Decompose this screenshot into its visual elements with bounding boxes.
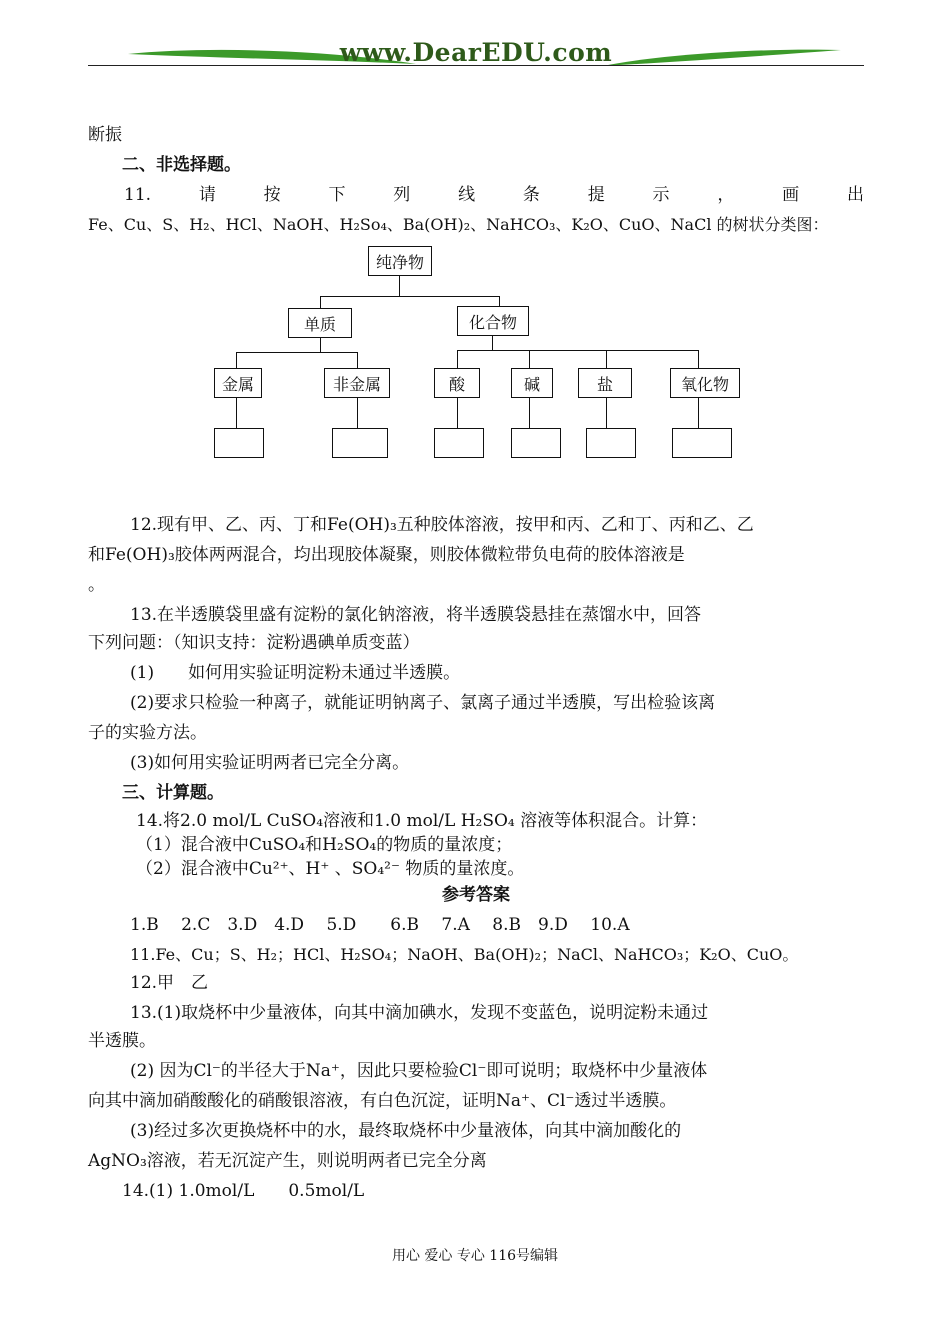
q11-word: 示 (652, 185, 670, 205)
q11-line (124, 184, 864, 206)
q11-word: 下 (328, 185, 346, 205)
tree-node-elements: 单质 (288, 308, 352, 338)
q11-word: 提 (587, 185, 605, 205)
tree-connector (529, 398, 530, 428)
q11-word: 画 (782, 185, 800, 205)
text-line: (2)要求只检验一种离子，就能证明钠离子、氯离子通过半透膜，写出检验该离 (130, 693, 716, 713)
text-line: 子的实验方法。 (88, 723, 207, 743)
tree-connector (529, 350, 530, 368)
answer-box (672, 428, 732, 458)
tree-connector (457, 398, 458, 428)
q11-word: 11. (124, 185, 152, 205)
tree-connector (236, 398, 237, 428)
tree-connector (236, 352, 237, 368)
q11-word: ， (717, 185, 735, 205)
text-line: 和Fe(OH)₃胶体两两混合，均出现胶体凝聚，则胶体微粒带负电荷的胶体溶液是 (88, 545, 685, 565)
q11-word: 列 (393, 185, 411, 205)
tree-leaf-oxide: 氧化物 (670, 368, 740, 398)
text-line: (3)如何用实验证明两者已完全分离。 (130, 753, 410, 773)
text-line: 12.现有甲、乙、丙、丁和Fe(OH)₃五种胶体溶液，按甲和丙、乙和丁、丙和乙、乙 (130, 515, 754, 535)
section-heading: 三、计算题。 (122, 783, 224, 803)
tree-connector (320, 338, 321, 352)
tree-leaf-base: 碱 (511, 368, 553, 398)
tree-connector (320, 296, 500, 297)
tree-connector (698, 398, 699, 428)
text-line: 。 (88, 575, 105, 595)
tree-leaf-salt: 盐 (578, 368, 632, 398)
tree-node-compounds: 化合物 (457, 306, 529, 336)
text-line: AgNO₃溶液，若无沉淀产生，则说明两者已完全分离 (88, 1151, 487, 1171)
tree-connector (357, 398, 358, 428)
text-line: 14.(1) 1.0mol/L 0.5mol/L (122, 1181, 365, 1201)
answer-title: 参考答案 (442, 885, 510, 905)
header-rule (88, 65, 864, 66)
tree-leaf-metal: 金属 (214, 368, 262, 398)
text-line: 12.甲 乙 (130, 973, 209, 993)
section-heading: 二、非选择题。 (122, 155, 241, 175)
tree-root: 纯净物 (368, 246, 432, 276)
text-line: (3)经过多次更换烧杯中的水，最终取烧杯中少量液体，向其中滴加酸化的 (130, 1121, 682, 1141)
text-line: 11.Fe、Cu；S、H₂；HCl、H₂SO₄；NaOH、Ba(OH)₂；NaCl、NaHCO₃；K₂O、CuO。 (130, 945, 799, 964)
tree-connector (320, 296, 321, 308)
text-line: 13.(1)取烧杯中少量液体，向其中滴加碘水，发现不变蓝色，说明淀粉未通过 (130, 1003, 709, 1023)
q11-word: 请 (198, 185, 216, 205)
text-line: 1.B 2.C 3.D 4.D 5.D 6.B 7.A 8.B 9.D 10.A (130, 915, 630, 935)
site-logo: www.DearEDU.com (339, 38, 613, 67)
text-line: 13.在半透膜袋里盛有淀粉的氯化钠溶液，将半透膜袋悬挂在蒸馏水中，回答 (130, 605, 702, 625)
text-line: （1）混合液中CuSO₄和H₂SO₄的物质的量浓度； (136, 835, 513, 855)
tree-connector (698, 350, 699, 368)
tree-connector (606, 350, 607, 368)
tree-connector (499, 296, 500, 306)
answer-box (586, 428, 636, 458)
text-line: 半透膜。 (88, 1031, 156, 1051)
q11-word: 条 (522, 185, 540, 205)
text-line: (2) 因为Cl⁻的半径大于Na⁺，因此只要检验Cl⁻即可说明；取烧杯中少量液体 (130, 1061, 708, 1081)
answer-box (434, 428, 484, 458)
tree-connector (492, 336, 493, 350)
tree-leaf-nonmetal: 非金属 (324, 368, 390, 398)
tree-connector (357, 352, 358, 368)
text-line: 14.将2.0 mol/L CuSO₄溶液和1.0 mol/L H₂SO₄ 溶液等体积混合。计算： (136, 811, 708, 831)
answer-box (214, 428, 264, 458)
q11-word: 线 (458, 185, 476, 205)
page-header (88, 36, 864, 70)
q11-word: 按 (263, 185, 281, 205)
answer-box (511, 428, 561, 458)
page-footer: 用心 爱心 专心 116号编辑 (391, 1248, 559, 1264)
text-line: 下列问题：（知识支持：淀粉遇碘单质变蓝） (88, 633, 420, 653)
q11-word: 出 (846, 185, 864, 205)
tree-connector (236, 352, 358, 353)
q11-formula-line: Fe、Cu、S、H₂、HCl、NaOH、H₂So₄、Ba(OH)₂、NaHCO₃、K₂O、CuO、NaCl 的树状分类图： (88, 215, 829, 234)
tree-connector (399, 276, 400, 296)
text-line: (1) 如何用实验证明淀粉未通过半透膜。 (130, 663, 461, 683)
tree-leaf-acid: 酸 (434, 368, 480, 398)
answer-box (332, 428, 388, 458)
tree-connector (457, 350, 699, 351)
text-line: （2）混合液中Cu²⁺、H⁺ 、SO₄²⁻ 物质的量浓度。 (136, 859, 525, 879)
text-line: 断振 (88, 125, 122, 145)
text-line: 向其中滴加硝酸酸化的硝酸银溶液，有白色沉淀，证明Na⁺、Cl⁻透过半透膜。 (88, 1091, 677, 1111)
tree-connector (457, 350, 458, 368)
tree-connector (606, 398, 607, 428)
